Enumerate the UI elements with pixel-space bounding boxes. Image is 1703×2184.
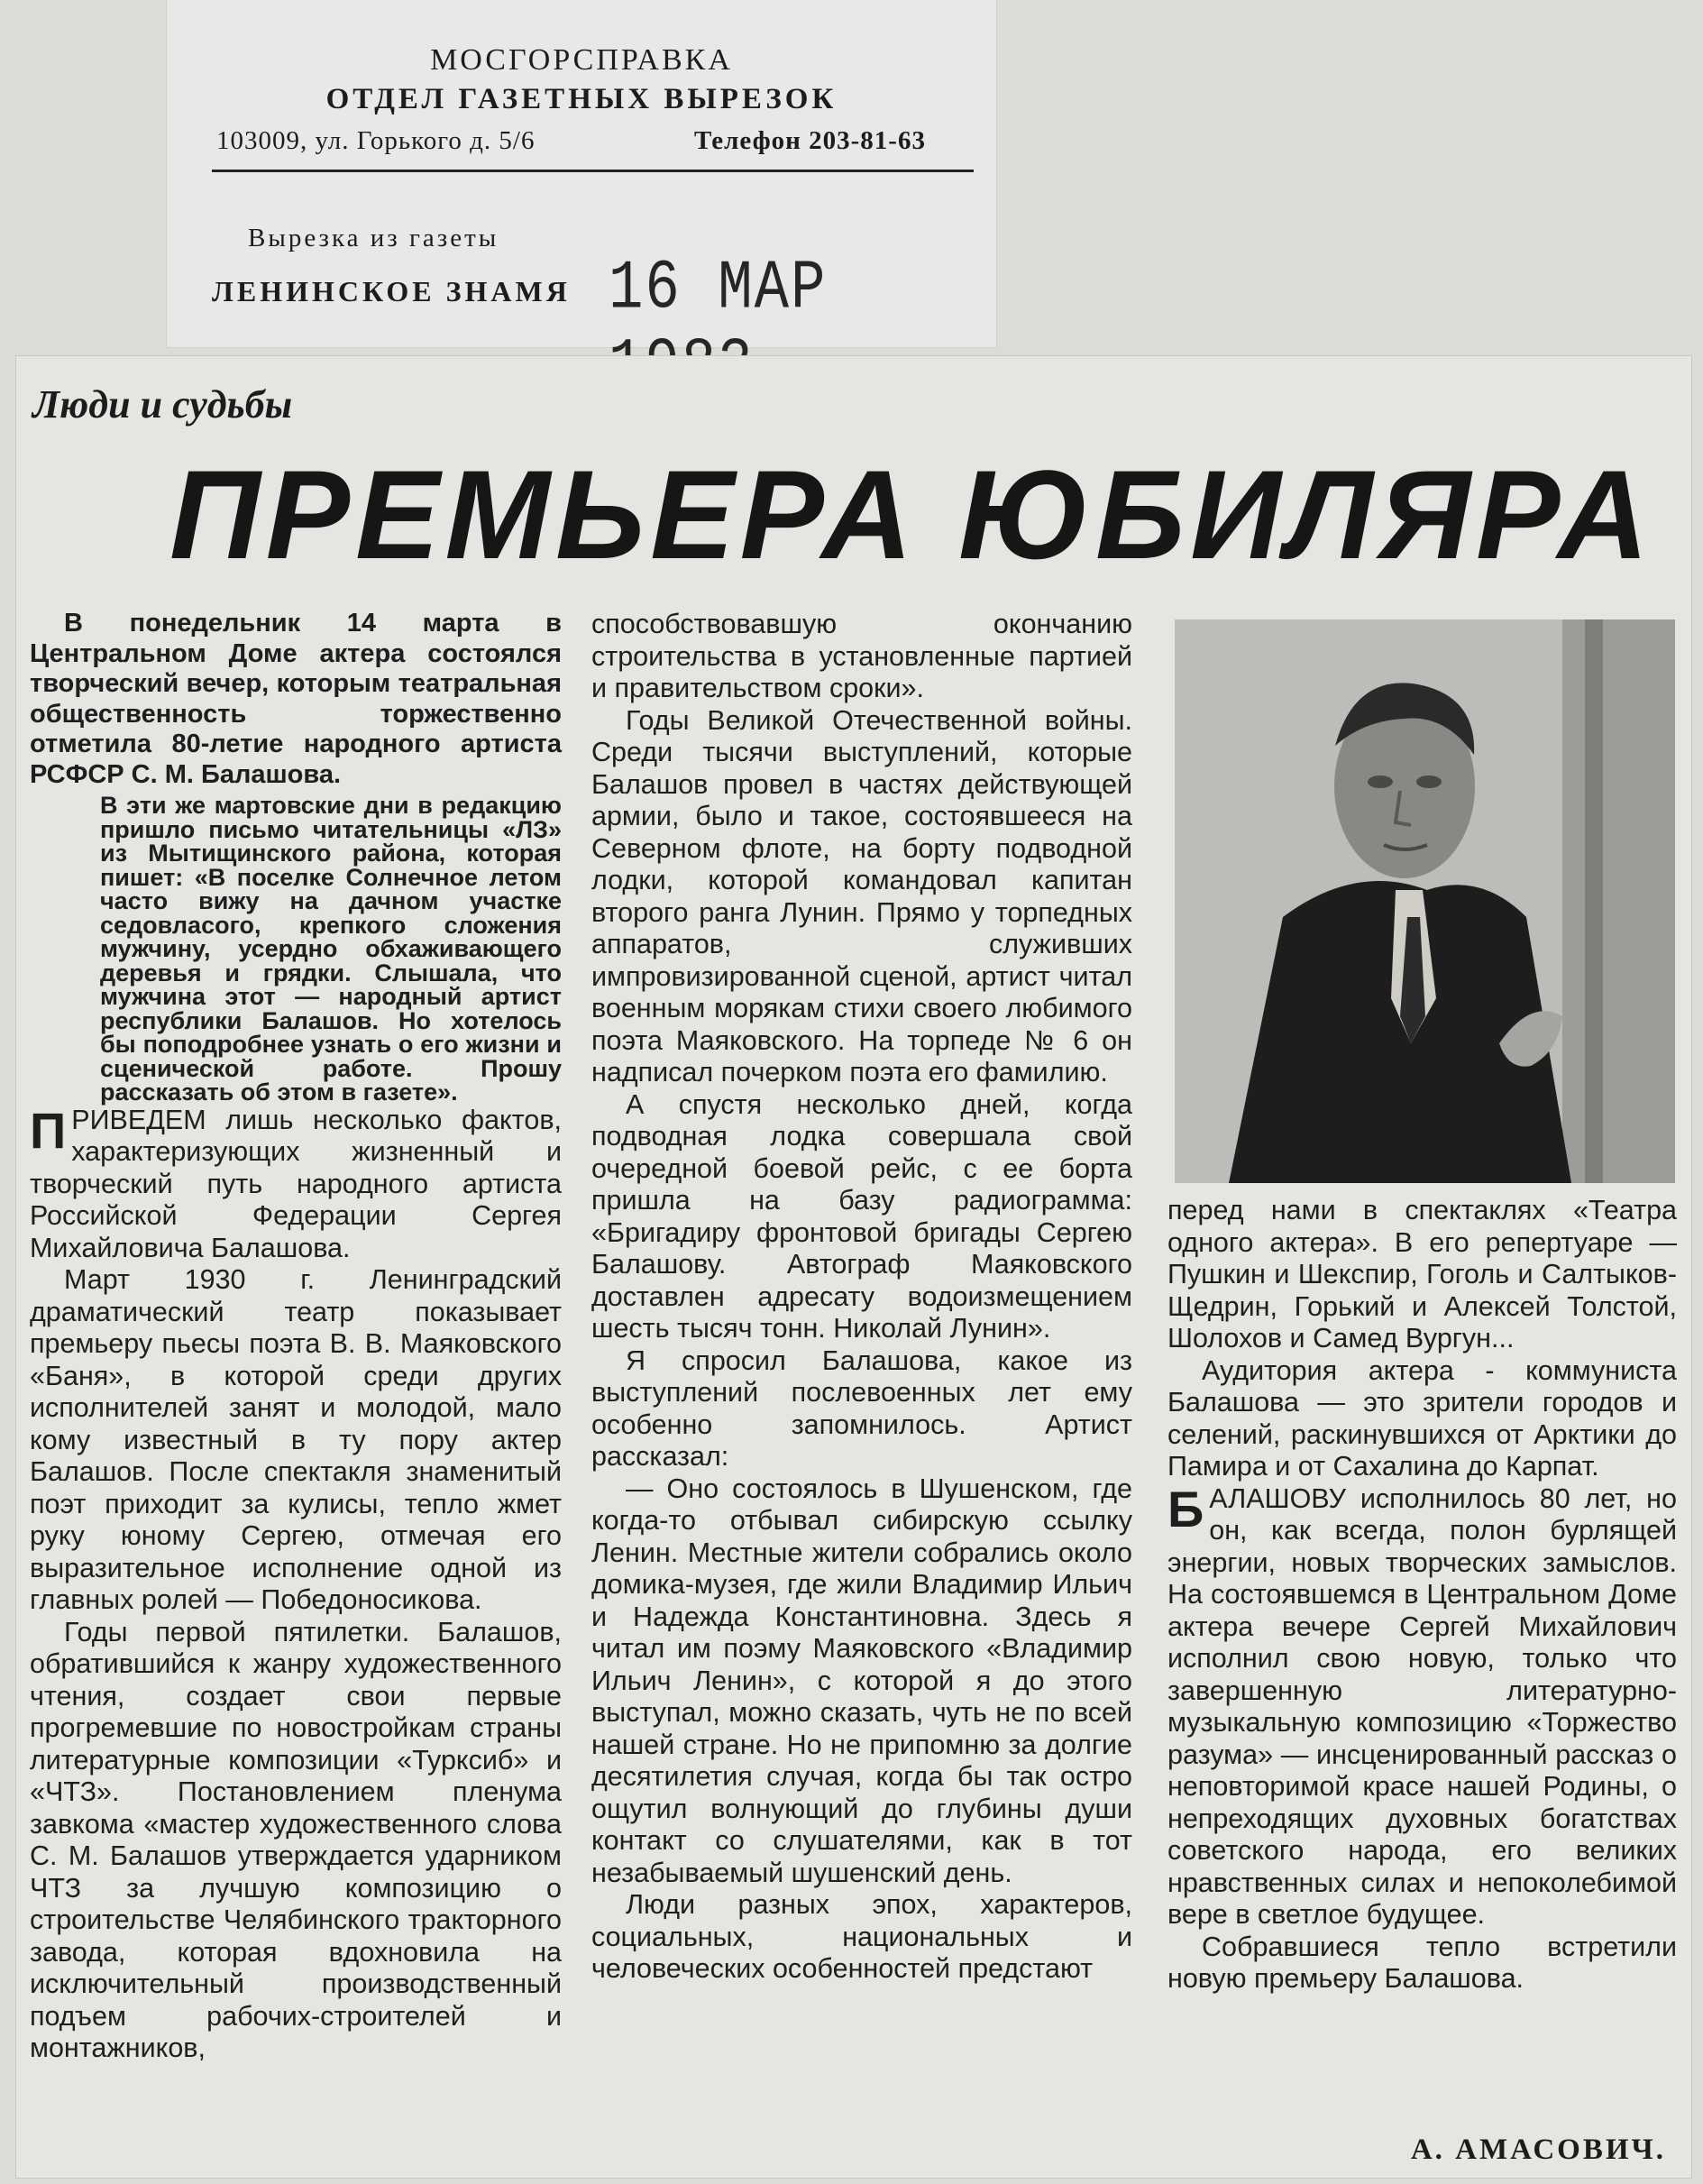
article-clipping bbox=[16, 356, 1691, 2178]
article-column-2 bbox=[591, 609, 1132, 1986]
paragraph: А спустя несколько дней, когда подводная лодка совершала свой очередной боевой рейс, с ее борта пришла на базу радиограмма: «Бригадиру фронтовой бригады Сергею Балашову. Автограф Маяковского доставлен адресату водоизмещением шесть тысяч тонн. Николай Лунин». bbox=[591, 1088, 1132, 1344]
paragraph: Годы Великой Отечественной войны. Среди тысячи выступлений, которые Балашов провел в частях действующей армии, было и такое, состоявшееся на Северном флоте, на борту подводной лодки, которой командовал капитан второго ранга Лунин. Прямо у торпедных аппаратов, служивших импровизированной сценой, артист читал военным морякам стихи своего любимого поэта Маяковского. На торпеде № 6 он надписал почерком поэта его фамилию. bbox=[591, 704, 1132, 1087]
paragraph: Собравшиеся тепло встретили новую премьеру Балашова. bbox=[1167, 1931, 1677, 1994]
paragraph: перед нами в спектаклях «Театра одного актера». В его репертуаре — Пушкин и Шекспир, Гоголь и Салтыков-Щедрин, Горький и Алексей Толстой, Шолохов и Самед Вургун... bbox=[1167, 1195, 1677, 1354]
bureau-phone: Телефон 203-81-63 bbox=[694, 126, 926, 155]
drop-cap: Б bbox=[1167, 1480, 1204, 1537]
article-lead: В понедельник 14 марта в Центральном Доме актера состоялся творческий вечер, которым театральная общественность торжественно отметила 80-летие народного артиста РСФСР С. М. Балашова. bbox=[30, 609, 562, 789]
paragraph: Март 1930 г. Ленинградский драматический театр показывает премьеру пьесы поэта В. В. Маяковского «Баня», в которой среди других исполнителей занят и молодой, мало кому известный в ту пору актер Балашов. После спектакля знаменитый поэт приходит за кулисы, тепло жмет руку юному Сергею, отмечая его выразительное исполнение одной из главных ролей — Победоносикова. bbox=[30, 1264, 562, 1615]
portrait-figure bbox=[1175, 619, 1675, 1183]
paragraph: Я спросил Балашова, какое из выступлений послевоенных лет ему особенно запомнилось. Артист рассказал: bbox=[591, 1344, 1132, 1472]
author-signature: А. АМАСОВИЧ. bbox=[1410, 2134, 1666, 2166]
paragraph: — Оно состоялось в Шушенском, где когда-то отбывал сибирскую ссылку Ленин. Местные жители собрались около домика-музея, где жили Владимир Ильич и Надежда Константиновна. Здесь я читал им поэму Маяковского «Владимир Ильич Ленин», с которой я до этого выступал, можно сказать, чуть не по всей нашей стране. Но не припомню за долгие десятилетия случая, когда бы так остро ощутил волнующий до глубины души контакт со слушателями, как в тот незабываемый шушенский день. bbox=[591, 1473, 1132, 1888]
portrait-photo bbox=[1175, 619, 1675, 1183]
article-headline: ПРЕМЬЕРА ЮБИЛЯРА bbox=[169, 444, 1654, 585]
article-column-3 bbox=[1167, 1195, 1677, 1996]
paragraph: Люди разных эпох, характеров, социальных, национальных и человеческих особенностей предстают bbox=[591, 1889, 1132, 1984]
paragraph: Аудитория актера - коммуниста Балашова — это зрители городов и селений, раскинувшихся от Арктики до Памира и от Сахалина до Карпат. bbox=[1167, 1354, 1677, 1482]
bureau-department: ОТДЕЛ ГАЗЕТНЫХ ВЫРЕЗОК bbox=[325, 83, 838, 115]
reader-letter: В эти же мартовские дни в редакцию пришло письмо читательницы «ЛЗ» из Мытищинского района, которая пишет: «В поселке Солнечное летом часто вижу на дачном участке седовласого, крепкого сложения мужчину, усердно обхаживающего деревья и грядки. Слышала, что мужчина этот — народный артист республики Балашов. Но хотелось бы поподробнее узнать о его жизни и сценической работе. Прошу рассказать об этом в газете». bbox=[100, 792, 562, 1106]
bureau-address: 103009, ул. Горького д. 5/6 bbox=[216, 126, 536, 155]
slip-divider bbox=[212, 170, 974, 172]
paragraph: ПРИВЕДЕМ лишь несколько фактов, характеризующих жизненный и творческий путь народного артиста Российской Федерации Сергея Михайловича Балашова. bbox=[30, 1101, 562, 1263]
date-stamp: 16 МАР bbox=[609, 251, 828, 329]
paragraph: Годы первой пятилетки. Балашов, обратившийся к жанру художественного чтения, создает свои первые прогремевшие по новостройкам страны литературные композиции «Турксиб» и «ЧТЗ». Постановлением пленума завкома «мастер художественного слова С. М. Балашов утверждается ударником ЧТЗ за лучшую композицию о строительстве Челябинского тракторного завода, которая вдохновила на исключительный производственный подъем рабочих-строителей и монтажников, bbox=[30, 1616, 562, 2063]
article-rubric: Люди и судьбы bbox=[32, 382, 293, 427]
paragraph: способствовавшую окончанию строительства в установленные партией и правительством сроки». bbox=[591, 609, 1132, 703]
paragraph: БАЛАШОВУ исполнилось 80 лет, но он, как всегда, полон бурлящей энергии, новых творческих замыслов. На состоявшемся в Центральном Доме актера вечере Сергей Михайлович исполнил свою новую, только что завершенную литературно-музыкальную композицию «Торжество разума» — инсценированный рассказ о неповторимой красе нашей Родины, о непреходящих духовных богатствах советского народа, его великих нравственных силах и непоколебимой вере в светлое будущее. bbox=[1167, 1480, 1677, 1930]
newspaper-name: ЛЕНИНСКОЕ ЗНАМЯ bbox=[212, 275, 571, 307]
article-column-1 bbox=[30, 609, 562, 2065]
clipping-label: Вырезка из газеты bbox=[248, 224, 499, 252]
clipping-bureau-slip bbox=[167, 0, 996, 347]
bureau-name: МОСГОРСПРАВКА bbox=[430, 43, 733, 77]
drop-cap: П bbox=[30, 1101, 67, 1159]
